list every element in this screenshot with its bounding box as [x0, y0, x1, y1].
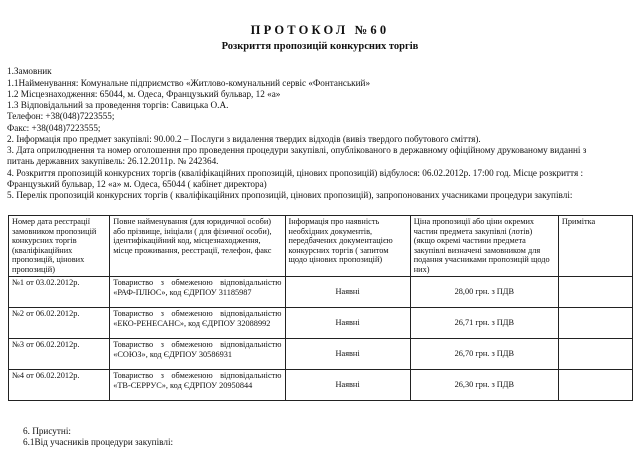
table-header-row [9, 216, 633, 277]
customer-heading: 1.Замовник [7, 66, 52, 76]
phone: Телефон: +38(048)7223555; [7, 111, 115, 121]
cell-number: №4 от 06.02.2012р. [9, 370, 110, 401]
cell-number: №1 от 03.02.2012р. [9, 277, 110, 308]
present-heading: 6. Присутні: [23, 426, 71, 436]
participants-present: 6.1Від учасників процедури закупівлі: [23, 437, 174, 447]
customer-name: 1.1Найменування: Комунальне підприємство «Житлово-комунальний сервіс «Фонтанський» [7, 78, 371, 88]
header-cell-price: Ціна пропозиції або ціни окремих частин предмета закупівлі (лотів) (якщо окремі частини предмета закупівлі визначені замовником для подання учасниками пропозицій щодо них) [410, 216, 558, 277]
customer-location: 1.2 Місцезнаходження: 65044, м. Одеса, Французький бульвар, 12 «а» [7, 89, 281, 99]
table-row [9, 339, 633, 370]
cell-documents: Наявні [285, 308, 410, 339]
header-cell-number: Номер дата реєстрації замовником пропозицій конкурсних торгів (кваліфікаційних пропозицій, цінових пропозицій) [9, 216, 110, 277]
header-cell-documents: Інформація про наявність необхідних документів, передбачених документацією конкурсних торгів ( запитом щодо цінових пропозицій) [285, 216, 410, 277]
cell-documents: Наявні [285, 370, 410, 401]
cell-price: 28,00 грн. з ПДВ [410, 277, 558, 308]
cell-firm: Товариство з обмеженою відповідальністю «РАФ-ПЛЮС», код ЄДРПОУ 31185987 [110, 277, 285, 308]
cell-documents: Наявні [285, 277, 410, 308]
header-cell-name: Повне найменування (для юридичної особи) або прізвище, ініціали ( для фізичної особи), ідентифікаційний код, місцезнаходження, місце проживання, реєстрації, телефон, факс [110, 216, 285, 277]
responsible-person: 1.3 Відповідальний за проведення торгів: Савицька О.А. [7, 100, 229, 110]
protocol-title: ПРОТОКОЛ №60 [250, 23, 390, 37]
cell-price: 26,30 грн. з ПДВ [410, 370, 558, 401]
opening-place: Французький бульвар, 12 «а» м. Одеса, 65044 ( кабінет директора) [7, 179, 267, 189]
cell-note [558, 370, 632, 401]
cell-note [558, 308, 632, 339]
protocol-subtitle: Розкриття пропозицій конкурсних торгів [221, 41, 419, 52]
table-row [9, 308, 633, 339]
cell-price: 26,70 грн. з ПДВ [410, 339, 558, 370]
announcement-info-cont: питань державних закупівель: 26.12.2011р. № 242364. [7, 156, 219, 166]
proposals-table [8, 215, 633, 401]
cell-number: №3 от 06.02.2012р. [9, 339, 110, 370]
proposals-heading: 5. Перелік пропозицій конкурсних торгів ( кваліфікаційних пропозицій, цінових пропозицій), запропонованих учасниками процедури закупівлі: [7, 190, 573, 200]
cell-documents: Наявні [285, 339, 410, 370]
cell-firm: Товариство з обмеженою відповідальністю «ТВ-СЕРРУС», код ЄДРПОУ 20950844 [110, 370, 285, 401]
cell-note [558, 339, 632, 370]
cell-number: №2 от 06.02.2012р. [9, 308, 110, 339]
cell-firm: Товариство з обмеженою відповідальністю «СОЮЗ», код ЄДРПОУ 30586931 [110, 339, 285, 370]
cell-price: 26,71 грн. з ПДВ [410, 308, 558, 339]
cell-note [558, 277, 632, 308]
subject-info: 2. Інформація про предмет закупівлі: 90.00.2 – Послуги з видалення твердих відходів (вивіз твердого побутового сміття). [7, 134, 481, 144]
table-row [9, 370, 633, 401]
opening-info: 4. Розкриття пропозицій конкурсних торгів (кваліфікаційних пропозицій, цінових пропозицій) відбулося: 06.02.2012р. 17:00 год. Місце розкриття : [7, 168, 584, 178]
announcement-info: 3. Дата оприлюднення та номер оголошення про проведення процедури закупівлі, опублікованого в державному офіційному друкованому виданні з [7, 145, 587, 155]
table-row [9, 277, 633, 308]
header-cell-note: Примітка [558, 216, 632, 277]
fax: Факс: +38(048)7223555; [7, 123, 101, 133]
cell-firm: Товариство з обмеженою відповідальністю «ЕКО-РЕНЕСАНС», код ЄДРПОУ 32088992 [110, 308, 285, 339]
